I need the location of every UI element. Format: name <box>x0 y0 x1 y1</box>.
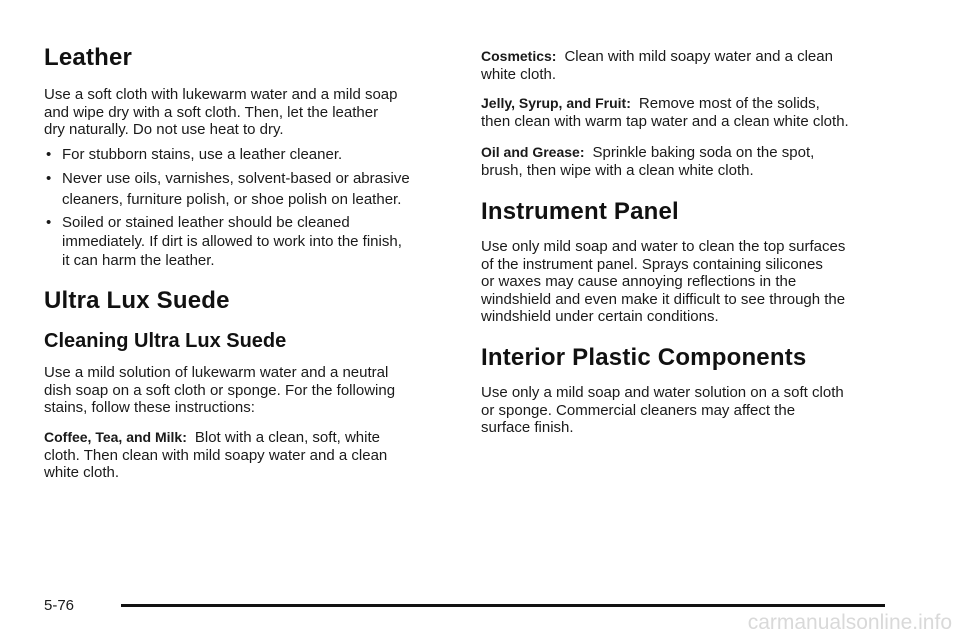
list-item: • Never use oils, varnishes, solvent-based or abrasive cleaners, furniture polish, or shoe polish on leather. <box>46 170 410 208</box>
bullet-icon: • <box>46 170 52 187</box>
page-number: 5-76 <box>44 597 75 614</box>
subheading-cleaning-ultra-lux-suede: Cleaning Ultra Lux Suede <box>44 330 287 352</box>
heading-leather: Leather <box>44 44 133 71</box>
leather-bullet-list <box>44 144 456 165</box>
watermark: carmanualsonline.info <box>747 611 952 634</box>
bullet-icon: • <box>46 214 52 231</box>
heading-interior-plastic-components: Interior Plastic Components <box>481 344 807 371</box>
stain-term: Cosmetics: <box>481 48 557 64</box>
heading-ultra-lux-suede: Ultra Lux Suede <box>44 287 230 314</box>
stain-coffee-tea-milk: Coffee, Tea, and Milk: Blot with a clean, soft, white cloth. Then clean with mild soapy water and a clean white cloth. <box>44 429 388 481</box>
list-item: • For stubborn stains, use a leather cleaner. <box>46 146 343 163</box>
heading-instrument-panel: Instrument Panel <box>481 198 679 225</box>
leather-intro: Use a soft cloth with lukewarm water and a mild soap and wipe dry with a soft cloth. Then, let the leather dry naturally. Do not use heat to dry. <box>44 86 398 138</box>
stain-jelly-syrup-fruit: Jelly, Syrup, and Fruit: Remove most of the solids, then clean with warm tap water and a clean white cloth. <box>481 95 849 130</box>
stain-cosmetics: Cosmetics: Clean with mild soapy water and a clean white cloth. <box>481 48 833 83</box>
interior-plastic-text: Use only a mild soap and water solution on a soft cloth or sponge. Commercial cleaners may affect the surface finish. <box>481 384 844 436</box>
leather-bullet-list-2 <box>44 168 456 210</box>
bullet-icon: • <box>46 146 52 163</box>
stain-term: Coffee, Tea, and Milk: <box>44 429 187 445</box>
ultra-lux-intro: Use a mild solution of lukewarm water and a neutral dish soap on a soft cloth or sponge. For the following stains, follow these instructions: <box>44 364 396 416</box>
list-item: • Soiled or stained leather should be cleaned immediately. If dirt is allowed to work into the finish, it can harm the leather. <box>46 214 402 269</box>
leather-bullet-list-3 <box>44 213 456 270</box>
stain-term: Oil and Grease: <box>481 144 585 160</box>
stain-term: Jelly, Syrup, and Fruit: <box>481 95 631 111</box>
instrument-panel-text: Use only mild soap and water to clean the top surfaces of the instrument panel. Sprays containing silicones or waxes may cause annoying reflections in the windshield and even make it difficult to see through the windshield under certain conditions. <box>481 238 846 325</box>
footer-divider <box>121 604 885 607</box>
stain-oil-grease: Oil and Grease: Sprinkle baking soda on the spot, brush, then wipe with a clean white cloth. <box>481 144 815 179</box>
